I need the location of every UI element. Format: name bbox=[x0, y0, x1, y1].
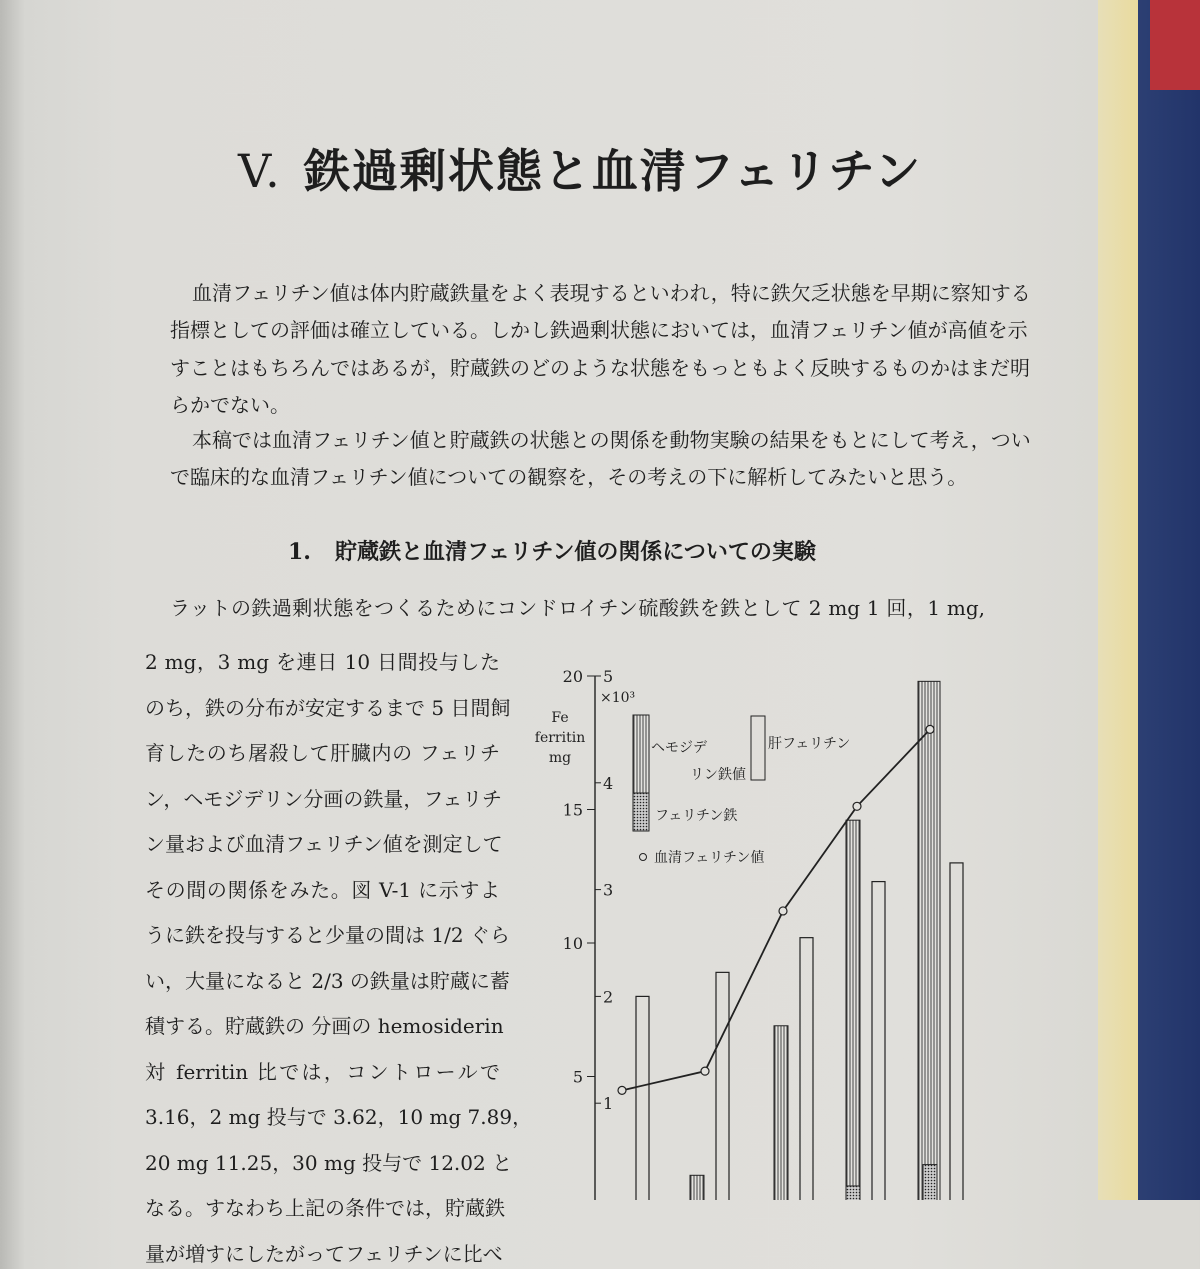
paragraph-line: 血清フェリチン値は体内貯蔵鉄量をよく表現するといわれ，特に鉄欠乏状態を早期に察知する bbox=[192, 281, 1031, 305]
serum-ferritin-point bbox=[618, 1086, 626, 1094]
left-tick-label: 20 bbox=[562, 667, 583, 686]
chapter-title-text: 鉄過剰状態と血清フェリチン bbox=[303, 144, 923, 198]
right-tick-label: 4 bbox=[603, 773, 614, 793]
column-line: 20 mg 11.25，30 mg 投与で 12.02 と bbox=[145, 1150, 513, 1175]
column-line: 量が増すにしたがってフェリチンに比べ bbox=[145, 1241, 503, 1266]
liver-ferritin-bar bbox=[950, 863, 963, 1200]
paragraph-line: 指標としての評価は確立している。しかし鉄過剰状態においては，血清フェリチン値が高値を示 bbox=[170, 318, 1028, 342]
legend-hemosiderin-label: ヘモジデ bbox=[651, 740, 707, 756]
liver-ferritin-bar bbox=[872, 882, 885, 1200]
hemosiderin-bar bbox=[846, 820, 860, 1200]
liver-ferritin-bar bbox=[800, 938, 813, 1200]
left-axis-label: mg bbox=[548, 750, 572, 766]
left-axis-label: ferritin bbox=[534, 730, 586, 746]
left-tick-label: 15 bbox=[562, 800, 583, 820]
column-line: のち，鉄の分布が安定するまで 5 日間飼 bbox=[145, 695, 511, 720]
legend-liver-ferritin-swatch bbox=[751, 716, 765, 780]
column-line: 対 ferritin 比では，コントロールで bbox=[145, 1059, 500, 1084]
legend-hemosiderin-label: リン鉄値 bbox=[690, 767, 746, 783]
chapter-number: V. bbox=[238, 144, 282, 198]
legend-ferritin-iron-swatch bbox=[633, 793, 649, 831]
left-axis-label: Fe bbox=[551, 710, 569, 726]
column-line: 3.16，2 mg 投与で 3.62，10 mg 7.89， bbox=[145, 1105, 533, 1129]
column-line: その間の関係をみた。図 V-1 に示すよ bbox=[145, 877, 500, 902]
column-line: 積する。貯蔵鉄の 分画の hemosiderin bbox=[145, 1014, 504, 1038]
legend-hemosiderin-swatch bbox=[633, 715, 649, 793]
liver-ferritin-bar bbox=[716, 972, 729, 1200]
ferritin-iron-bar bbox=[846, 1186, 860, 1200]
legend-ferritin-iron-label: フェリチン鉄 bbox=[655, 808, 738, 824]
right-axis-unit: ×10³ bbox=[600, 690, 636, 706]
legend-liver-ferritin-label: 肝フェリチン bbox=[768, 736, 851, 752]
column-line: 育したのち屠殺して肝臓内の フェリチ bbox=[145, 741, 500, 765]
paragraph-line: で臨床的な血清フェリチン値についての観察を，その考えの下に解析してみたいと思う。 bbox=[170, 465, 968, 489]
column-line: うに鉄を投与すると少量の間は 1/2 ぐら bbox=[145, 923, 510, 947]
hemosiderin-bar bbox=[774, 1026, 788, 1200]
column-line: ン，ヘモジデリン分画の鉄量，フェリチ bbox=[145, 786, 502, 811]
paragraph-line: らかでない。 bbox=[170, 393, 290, 417]
paragraph-line: 本稿では血清フェリチン値と貯蔵鉄の状態との関係を動物実験の結果をもとにして考え，つい bbox=[192, 428, 1031, 452]
hemosiderin-bar bbox=[918, 681, 940, 1200]
right-tick-label: 1 bbox=[603, 1094, 614, 1114]
section-title: 貯蔵鉄と血清フェリチン値の関係についての実験 bbox=[334, 539, 816, 565]
serum-ferritin-point bbox=[853, 802, 861, 810]
section-number: 1. bbox=[288, 539, 311, 565]
legend-serum-ferritin-marker bbox=[640, 854, 647, 861]
hemosiderin-bar bbox=[690, 1175, 704, 1200]
serum-ferritin-point bbox=[779, 907, 787, 915]
left-tick-label: 10 bbox=[562, 934, 583, 953]
ferritin-iron-bar bbox=[923, 1165, 937, 1200]
right-tick-label: 3 bbox=[603, 880, 614, 900]
column-line: ン量および血清フェリチン値を測定して bbox=[145, 832, 503, 856]
liver-ferritin-bar bbox=[636, 996, 649, 1200]
serum-ferritin-point bbox=[701, 1067, 709, 1075]
right-tick-label: 5 bbox=[603, 667, 614, 686]
paragraph-line: すことはもちろんではあるが，貯蔵鉄のどのような状態をもっともよく反映するものかはまだ明 bbox=[170, 356, 1030, 380]
column-line: い，大量になると 2/3 の鉄量は貯蔵に蓄 bbox=[145, 968, 510, 993]
legend-serum-ferritin-label: 血清フェリチン値 bbox=[654, 850, 765, 866]
column-line: なる。すなわち上記の条件では，貯蔵鉄 bbox=[145, 1196, 505, 1220]
column-line: 2 mg，3 mg を連日 10 日間投与した bbox=[145, 650, 500, 674]
right-tick-label: 2 bbox=[603, 987, 614, 1007]
left-tick-label: 5 bbox=[572, 1067, 583, 1087]
section-first-line: ラットの鉄過剰状態をつくるためにコンドロイチン硫酸鉄を鉄として 2 mg 1 回，1 mg, bbox=[170, 596, 985, 620]
serum-ferritin-point bbox=[926, 725, 934, 733]
